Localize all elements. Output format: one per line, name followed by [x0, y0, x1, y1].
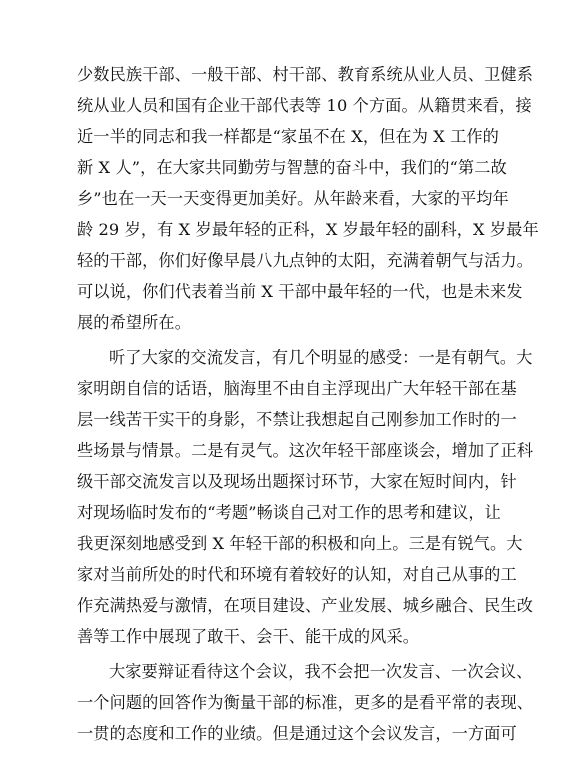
body-text-line: 级干部交流发言以及现场出题探讨环节，大家在短时间内，针	[77, 472, 517, 491]
body-text-line: 一个问题的回答作为衡量干部的标准，更多的是看平常的表现、	[77, 693, 534, 712]
body-text-line: 我更深刻地感受到 X 年轻干部的积极和向上。三是有锐气。大	[77, 534, 523, 553]
body-text-line: 轻的干部，你们好像早晨八九点钟的太阳，充满着朝气与活力。	[77, 251, 534, 270]
body-text-line: 新 X 人”，在大家共同勤劳与智慧的奋斗中，我们的“第二故	[77, 158, 507, 177]
body-text-line: 可以说，你们代表着当前 X 干部中最年轻的一代，也是未来发	[77, 282, 523, 301]
body-text-line: 听了大家的交流发言，有几个明显的感受：一是有朝气。大	[109, 348, 533, 367]
body-text-line: 统从业人员和国有企业干部代表等 10 个方面。从籍贯来看，接	[77, 96, 532, 115]
body-text-line: 善等工作中展现了敢干、会干、能干成的风采。	[77, 627, 420, 646]
body-text-line: 层一线苦干实干的身影，不禁让我想起自己刚参加工作时的一	[77, 410, 517, 429]
body-text-line: 乡”也在一天一天变得更加美好。从年龄来看，大家的平均年	[77, 189, 509, 208]
body-text-line: 家明朗自信的话语，脑海里不由自主浮现出广大年轻干部在基	[77, 379, 517, 398]
body-text-line: 些场景与情景。二是有灵气。这次年轻干部座谈会，增加了正科	[77, 441, 534, 460]
body-text-line: 家对当前所处的时代和环境有着较好的认知，对自己从事的工	[77, 565, 517, 584]
body-text-line: 展的希望所在。	[77, 313, 192, 332]
body-text-line: 少数民族干部、一般干部、村干部、教育系统从业人员、卫健系	[77, 65, 534, 84]
body-text-line: 大家要辩证看待这个会议，我不会把一次发言、一次会议、	[109, 662, 533, 681]
body-text-line: 近一半的同志和我一样都是“家虽不在 X，但在为 X 工作的	[77, 127, 499, 146]
body-text-line: 龄 29 岁，有 X 岁最年轻的正科，X 岁最年轻的副科，X 岁最年	[77, 220, 539, 239]
body-text-line: 作充满热爱与激情，在项目建设、产业发展、城乡融合、民生改	[77, 596, 534, 615]
body-text-line: 对现场临时发布的“考题”畅谈自己对工作的思考和建议，让	[77, 503, 501, 522]
body-text-line: 一贯的态度和工作的业绩。但是通过这个会议发言，一方面可	[77, 724, 517, 743]
